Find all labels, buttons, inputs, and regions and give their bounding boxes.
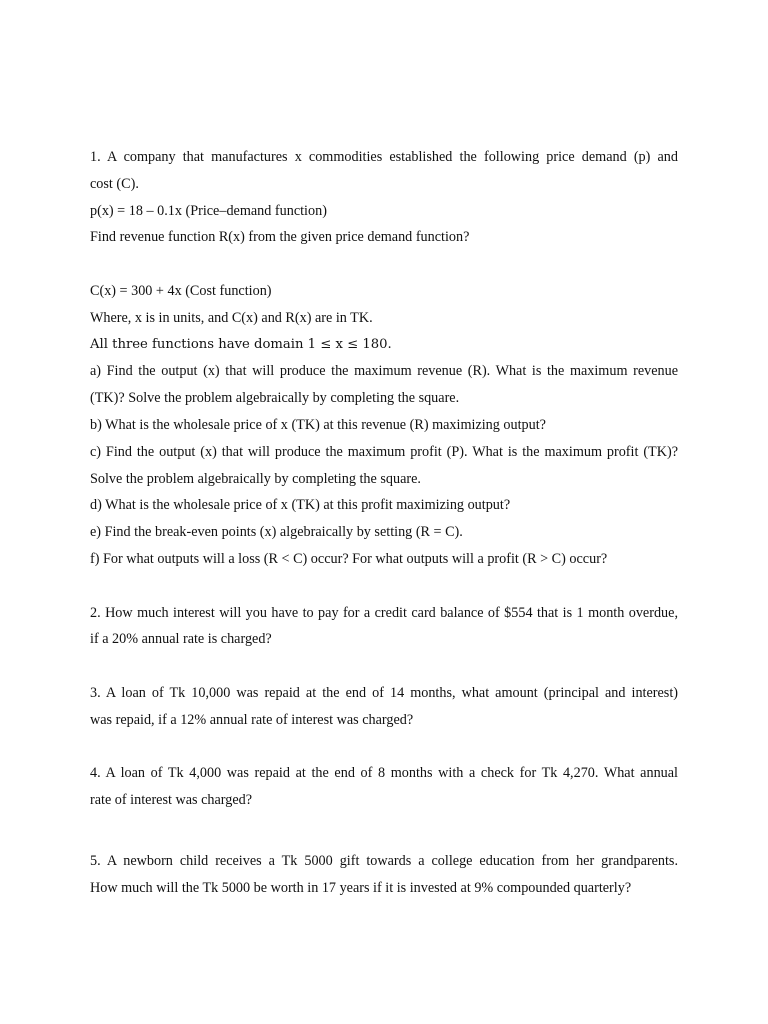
spacer (90, 251, 678, 278)
q1-part-d: d) What is the wholesale price of x (TK) at this profit maximizing output? (90, 497, 511, 514)
spacer (90, 734, 678, 761)
q1-where: Where, x is in units, and C(x) and R(x) are in TK. (90, 309, 373, 326)
q1-part-a-line1: a) Find the output (x) that will produce the maximum revenue (R). What is the maximum revenue (90, 363, 678, 380)
spacer (90, 653, 678, 680)
q4-line1: 4. A loan of Tk 4,000 was repaid at the end of 8 months with a check for Tk 4,270. What annual (90, 765, 678, 782)
q1-cost: C(x) = 300 + 4x (Cost function) (90, 282, 272, 299)
question-1 (90, 144, 678, 573)
spacer (90, 814, 678, 848)
q1-part-c-line1: c) Find the output (x) that will produce the maximum profit (P). What is the maximum profit (TK)? (90, 443, 678, 460)
q5-line2: How much will the Tk 5000 be worth in 17 years if it is invested at 9% compounded quarterly? (90, 879, 632, 896)
q2-line1: 2. How much interest will you have to pay for a credit card balance of $554 that is 1 month overdue, (90, 604, 678, 621)
q1-part-e: e) Find the break-even points (x) algebraically by setting (R = C). (90, 524, 463, 541)
question-3 (90, 680, 678, 734)
q1-intro-line1: 1. A company that manufactures x commodities established the following price demand (p) and (90, 149, 678, 165)
q4-line2: rate of interest was charged? (90, 792, 253, 809)
q1-part-c-line2: Solve the problem algebraically by completing the square. (90, 470, 421, 487)
question-4 (90, 760, 678, 814)
q1-part-f: f) For what outputs will a loss (R < C) occur? For what outputs will a profit (R > C) occur? (90, 550, 608, 567)
q3-line1: 3. A loan of Tk 10,000 was repaid at the end of 14 months, what amount (principal and interest) (90, 684, 678, 701)
q5-line1: 5. A newborn child receives a Tk 5000 gift towards a college education from her grandparents. (90, 852, 678, 869)
q3-line2: was repaid, if a 12% annual rate of interest was charged? (90, 711, 414, 728)
question-2 (90, 600, 678, 654)
question-5 (90, 848, 678, 902)
q1-find-revenue: Find revenue function R(x) from the given price demand function? (90, 229, 470, 246)
spacer (90, 573, 678, 600)
q1-price-demand: p(x) = 18 – 0.1x (Price–demand function) (90, 202, 327, 219)
q1-domain: All three functions have domain 1 ≤ x ≤ 180. (90, 336, 392, 352)
document-body (90, 144, 678, 902)
q1-intro-line2: cost (C). (90, 175, 139, 192)
q2-line2: if a 20% annual rate is charged? (90, 631, 272, 648)
q1-part-b: b) What is the wholesale price of x (TK) at this revenue (R) maximizing output? (90, 416, 546, 433)
q1-part-a-line2: (TK)? Solve the problem algebraically by completing the square. (90, 390, 460, 407)
